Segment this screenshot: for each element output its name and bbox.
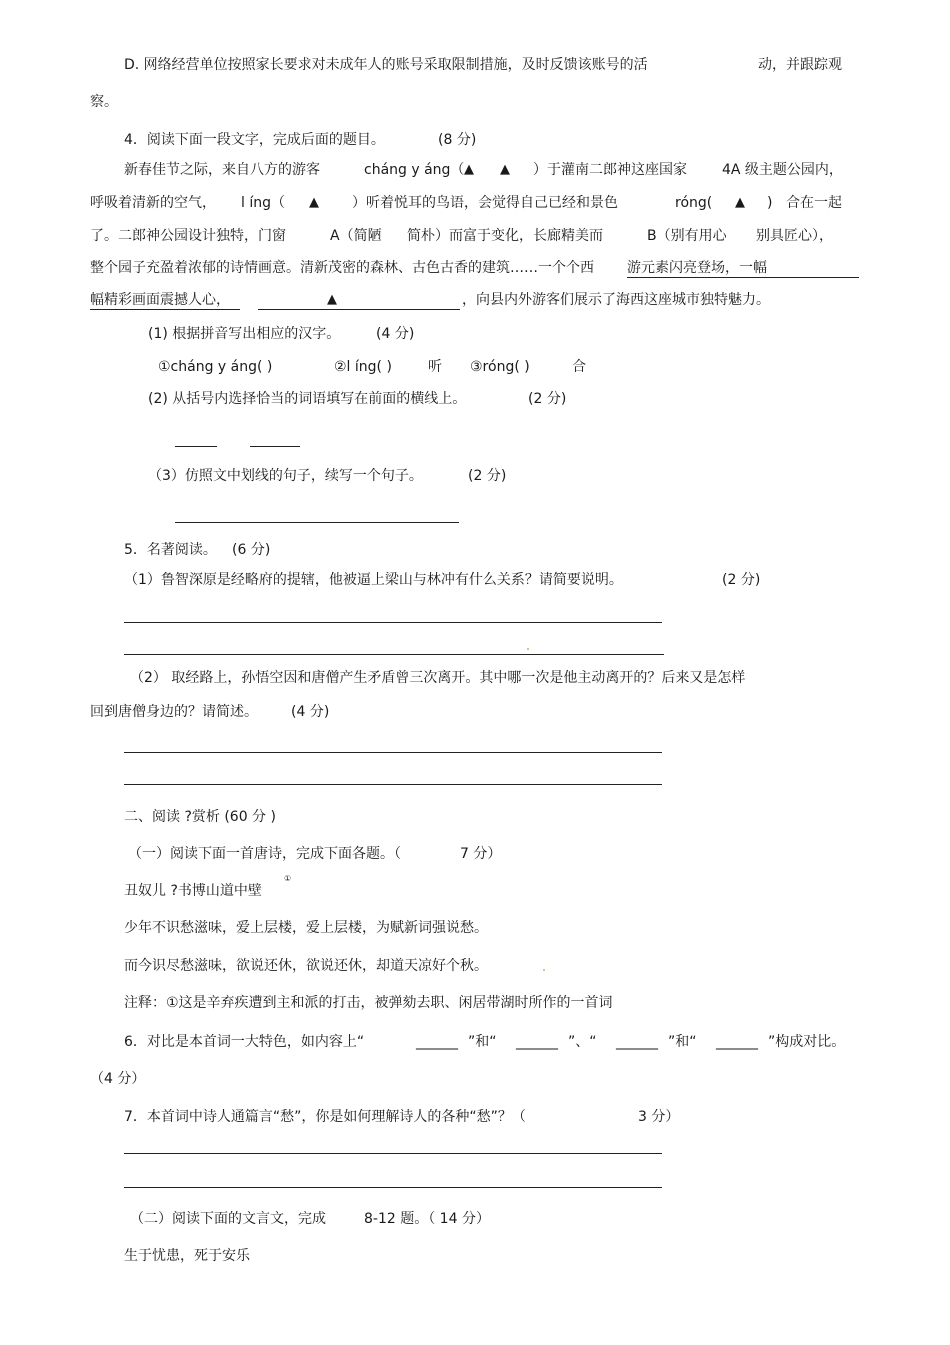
q4-sub1-label: (1) 根据拼音写出相应的汉字。 (148, 326, 341, 342)
q6-blank-4[interactable]: ______ (716, 1034, 758, 1050)
underline (627, 277, 859, 278)
q4-p2-text: 呼吸着清新的空气， (90, 195, 216, 211)
q5-sub1: （1）鲁智深原是经略府的提辖，他被逼上梁山与林冲有什么关系？请简要说明。 (124, 572, 623, 588)
q7-score: 3 分） (638, 1109, 680, 1125)
q4-sub3-score: (2 分) (468, 468, 507, 484)
poem-title: 丑奴儿 ?书博山道中壁 (124, 883, 262, 899)
q3-option-d-tail: 动，并跟踪观 (758, 57, 842, 73)
q4-p3-text: 了。二郎神公园设计独特，门窗 (90, 228, 286, 244)
q4-pinyin-changyang: cháng y áng（ (364, 162, 465, 178)
q4-title: 4．阅读下面一段文字，完成后面的题目。 (124, 132, 385, 148)
answer-line[interactable] (250, 446, 300, 447)
answer-line[interactable] (124, 784, 662, 785)
q3-option-d (124, 55, 648, 75)
q6-text-d: ”和“ (668, 1034, 697, 1050)
q4-sub2-score: (2 分) (528, 391, 567, 407)
poem-line-2: 而今识尽愁滋味，欲说还休，欲说还休，却道天凉好个秋。 (124, 958, 488, 974)
poem-note: 注释：①这是辛弃疾遭到主和派的打击，被弹劾去职、闲居带湖时所作的一首词 (124, 995, 613, 1011)
section2-heading: （二）阅读下面的文言文，完成 (130, 1211, 326, 1227)
q4-p5-text: ，向县内外游客们展示了海西这座城市独特魅力。 (462, 292, 770, 308)
triangle-marker: ▲ (327, 292, 337, 307)
answer-line[interactable] (175, 522, 459, 523)
q7-text: 7．本首词中诗人通篇言“愁”，你是如何理解诗人的各种“愁”？（ (124, 1109, 526, 1125)
triangle-marker: ▲ (309, 195, 319, 210)
q4-sub3-label: （3）仿照文中划线的句子，续写一个句子。 (148, 468, 423, 484)
answer-line[interactable] (124, 752, 662, 753)
q5-title: 5．名著阅读。 (124, 542, 217, 558)
q4-option-a: A（简陋 (330, 228, 382, 244)
essay-title: 生于忧患，死于安乐 (124, 1248, 250, 1264)
section1-score: 7 分） (460, 846, 502, 862)
speck (527, 648, 529, 650)
triangle-marker: ▲ (735, 195, 745, 210)
q6-score: （4 分） (90, 1071, 146, 1087)
q4-option-a-2: 简朴）而富于变化，长廊精美而 (407, 228, 603, 244)
speck (543, 969, 545, 971)
part2-heading: 二、阅读 ?赏析 (60 分 ) (124, 809, 276, 825)
q6-blank-3[interactable]: ______ (616, 1034, 658, 1050)
q4-sub2-label: (2) 从括号内选择恰当的词语填写在前面的横线上。 (148, 391, 467, 407)
answer-line[interactable] (124, 1153, 662, 1154)
answer-line[interactable] (124, 622, 662, 623)
section2-range: 8-12 题。（ 14 分） (364, 1211, 490, 1227)
q6-blank-2[interactable]: ______ (516, 1034, 558, 1050)
q5-score: (6 分) (232, 542, 271, 558)
q4-p2-text-d: 合在一起 (786, 195, 842, 211)
q4-option-b: B（别有用心 (647, 228, 727, 244)
q4-sub1-item3-char: 合 (572, 359, 586, 375)
answer-line[interactable] (124, 1187, 662, 1188)
underline (90, 309, 240, 310)
q4-p1-text-c: 4A 级主题公园内， (722, 162, 843, 178)
triangle-marker: ▲ (464, 162, 474, 177)
q4-sub1-item2[interactable]: ②l íng( ) (334, 359, 392, 375)
q4-sub1-item3[interactable]: ③róng( ) (470, 359, 530, 375)
q4-p2-text-b: ）听着悦耳的鸟语，会觉得自己已经和景色 (352, 195, 618, 211)
q6-text-e: ”构成对比。 (768, 1034, 846, 1050)
q3-option-d-cont: 察。 (90, 94, 118, 110)
q5-sub2-score: (4 分) (291, 704, 330, 720)
q4-sub1-item1[interactable]: ①cháng y áng( ) (158, 359, 273, 375)
q5-sub1-score: (2 分) (722, 572, 761, 588)
answer-line[interactable] (175, 446, 217, 447)
answer-line[interactable] (258, 309, 460, 310)
q4-score: (8 分) (438, 132, 477, 148)
q4-p4-text: 整个园子充盈着浓郁的诗情画意。清新茂密的森林、古色古香的建筑……一个个西 (90, 260, 594, 276)
section1-heading: （一）阅读下面一首唐诗，完成下面各题。（ (128, 846, 401, 862)
q4-p1-text: 新春佳节之际，来自八方的游客 (124, 162, 320, 178)
q4-sub1-item2-char: 听 (428, 359, 442, 375)
q6-text: 6．对比是本首词一大特色，如内容上“ (124, 1034, 365, 1050)
q4-p5-underlined: 幅精彩画面震撼人心， (90, 292, 230, 308)
q4-pinyin-rong: róng( (675, 195, 713, 211)
poem-footnote-mark: ① (284, 874, 292, 883)
q4-p1-text-b: ）于灌南二郎神这座国家 (533, 162, 687, 178)
poem-line-1: 少年不识愁滋味，爱上层楼，爱上层楼，为赋新词强说愁。 (124, 920, 488, 936)
triangle-marker: ▲ (500, 162, 510, 177)
q4-p4-underlined: 游元素闪亮登场，一幅 (627, 260, 767, 276)
q5-sub2-cont: 回到唐僧身边的？请简述。 (90, 704, 258, 720)
q6-text-b: ”和“ (468, 1034, 497, 1050)
q6-text-c: ”、“ (568, 1034, 597, 1050)
q5-sub2: （2） 取经路上，孙悟空因和唐僧产生矛盾曾三次离开。其中哪一次是他主动离开的？后来又是怎样 (130, 670, 746, 686)
q4-p2-paren: ) (767, 195, 773, 211)
q3-option-d-text: D. 网络经营单位按照家长要求对未成年人的账号采取限制措施，及时反馈该账号的活 (124, 57, 648, 73)
q4-option-b-2: 别具匠心）， (756, 228, 833, 244)
q4-pinyin-ling: l íng（ (241, 195, 285, 211)
q6-blank-1[interactable]: ______ (416, 1034, 458, 1050)
answer-line[interactable] (124, 654, 664, 655)
q4-sub1-score: (4 分) (376, 326, 415, 342)
